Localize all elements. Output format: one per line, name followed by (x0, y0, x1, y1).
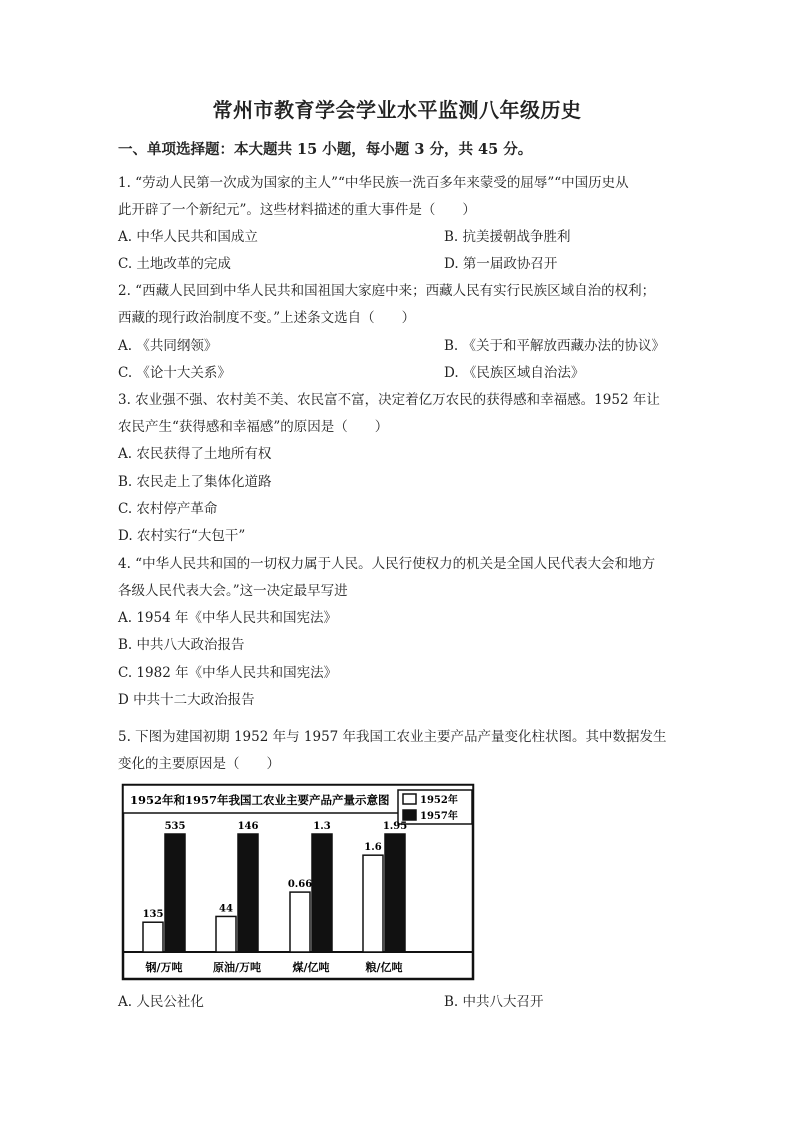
q1-line-2: 此开辟了一个新纪元”。这些材料描述的重大事件是（ ） (118, 202, 476, 218)
q5-option-b: B. 中共八大召开 (444, 994, 544, 1010)
q2-option-c: C. 《论十大关系》 (118, 365, 231, 381)
legend-swatch-1952 (403, 794, 416, 804)
q4-option-d: D 中共十二大政治报告 (118, 692, 255, 708)
q3-line-2: 农民产生“获得感和幸福感”的原因是（ ） (118, 419, 389, 435)
category-label: 粮/亿吨 (365, 961, 403, 974)
q5-line-2: 变化的主要原因是（ ） (118, 756, 280, 772)
bar-value-label: 135 (142, 909, 164, 921)
bar-1952-2 (290, 892, 310, 952)
bar-1957-2 (312, 834, 332, 952)
q4-option-c: C. 1982 年《中华人民共和国宪法》 (118, 665, 338, 681)
bar-value-label: 535 (164, 821, 186, 832)
q2-line-2: 西藏的现行政治制度不变。”上述条文选自（ ） (118, 310, 416, 326)
q5-option-a: A. 人民公社化 (118, 994, 204, 1010)
bar-value-label: 146 (237, 821, 259, 832)
q3-option-a: A. 农民获得了土地所有权 (118, 446, 272, 462)
bar-1952-3 (363, 855, 383, 952)
legend-swatch-1957 (403, 810, 416, 820)
category-label: 原油/万吨 (212, 961, 262, 974)
page-title: 常州市教育学会学业水平监测八年级历史 (212, 98, 582, 122)
q4-option-a: A. 1954 年《中华人民共和国宪法》 (118, 610, 337, 626)
bar-value-label: 1.3 (313, 821, 331, 832)
q1-option-a: A. 中华人民共和国成立 (118, 229, 258, 245)
bar-1952-0 (143, 922, 163, 952)
q3-option-b: B. 农民走上了集体化道路 (118, 474, 272, 490)
q4-line-1: 4. “中华人民共和国的一切权力属于人民。人民行使权力的机关是全国人民代表大会和地方 (118, 556, 656, 572)
q1-option-c: C. 土地改革的完成 (118, 256, 231, 272)
legend-label-1957: 1957年 (420, 811, 458, 822)
q2-option-a: A. 《共同纲领》 (118, 338, 218, 354)
category-label: 煤/亿吨 (292, 961, 330, 974)
q4-option-b: B. 中共八大政治报告 (118, 637, 245, 653)
q2-line-1: 2. “西藏人民回到中华人民共和国祖国大家庭中来；西藏人民有实行民族区域自治的权利； (118, 283, 656, 299)
q1-line-1: 1. “劳动人民第一次成为国家的主人”“中华民族一洗百多年来蒙受的屈辱”“中国历史从 (118, 175, 629, 191)
q3-option-c: C. 农村停产革命 (118, 501, 218, 517)
q2-option-d: D. 《民族区域自治法》 (444, 365, 585, 381)
production-bar-chart (118, 782, 478, 984)
chart-title: 1952年和1957年我国工农业主要产品产量示意图 (130, 793, 390, 807)
q1-option-b: B. 抗美援朝战争胜利 (444, 229, 571, 245)
q5-line-1: 5. 下图为建国初期 1952 年与 1957 年我国工农业主要产品产量变化柱状图。其中数据发生 (118, 729, 667, 745)
bar-1957-1 (238, 834, 258, 952)
bar-value-label: 44 (219, 903, 233, 915)
bar-1957-0 (165, 834, 185, 952)
q3-option-d: D. 农村实行“大包干” (118, 528, 246, 544)
bar-value-label: 0.66 (287, 879, 313, 891)
q2-option-b: B. 《关于和平解放西藏办法的协议》 (444, 338, 666, 354)
category-label: 钢/万吨 (145, 961, 183, 974)
section-heading: 一、单项选择题：本大题共 15 小题，每小题 3 分，共 45 分。 (118, 141, 533, 158)
q1-option-d: D. 第一届政协召开 (444, 256, 558, 272)
bar-1952-1 (216, 916, 236, 952)
bar-value-label: 1.6 (364, 842, 382, 854)
bar-1957-3 (385, 834, 405, 952)
legend-label-1952: 1952年 (420, 795, 458, 806)
q4-line-2: 各级人民代表大会。”这一决定最早写进 (118, 583, 348, 599)
bar-value-label: 1.95 (382, 821, 408, 832)
q3-line-1: 3. 农业强不强、农村美不美、农民富不富，决定着亿万农民的获得感和幸福感。1952 年让 (118, 392, 660, 408)
